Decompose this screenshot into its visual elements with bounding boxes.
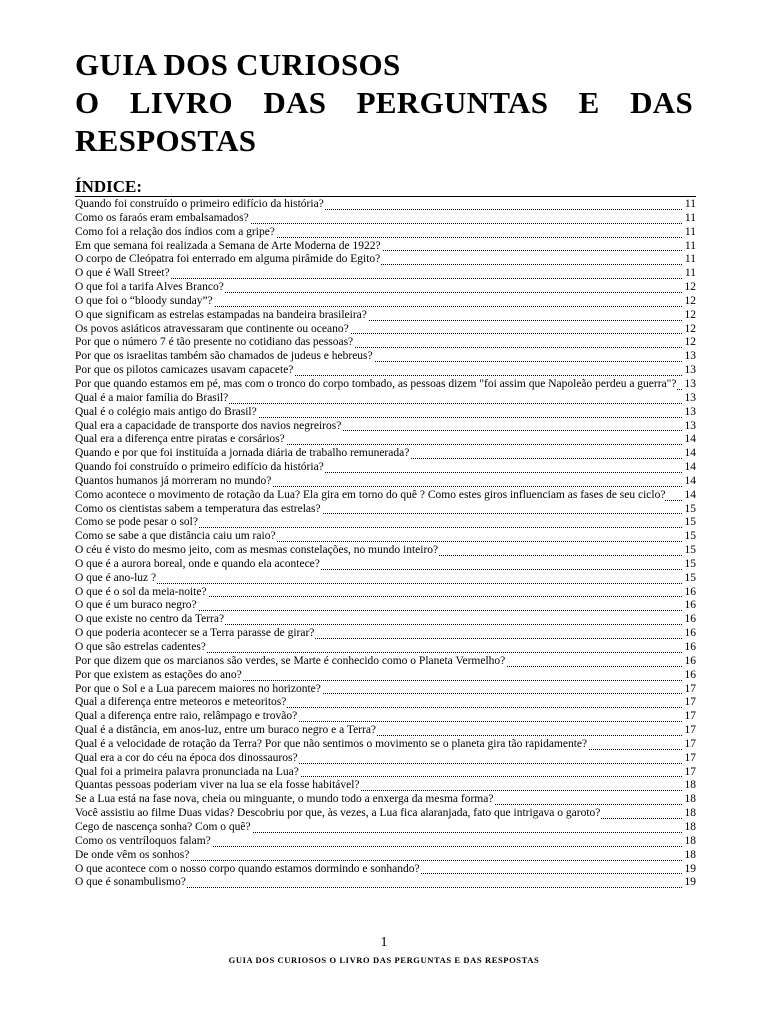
toc-entry-text: O que é sonambulismo? — [75, 876, 186, 889]
toc-entry-text: Qual a diferença entre meteoros e meteoritos? — [75, 696, 287, 709]
toc-entry-page: 13 — [684, 391, 696, 404]
toc-entry-page: 17 — [684, 737, 696, 750]
toc-entry[interactable] — [75, 253, 696, 267]
toc-entry[interactable] — [75, 475, 696, 489]
toc-entry-page: 11 — [684, 253, 696, 266]
toc-entry-text: Quando e por que foi instituída a jornada diária de trabalho remunerada? — [75, 447, 410, 460]
toc-entry-text: Por que quando estamos em pé, mas com o tronco do corpo tombado, as pessoas dizem "foi assim que Napoleão perdeu a guerra"? — [75, 377, 677, 390]
toc-entry[interactable] — [75, 544, 696, 558]
toc-entry-text: O que significam as estrelas estampadas na bandeira brasileira? — [75, 308, 367, 321]
toc-entry-page: 14 — [684, 474, 696, 487]
toc-entry[interactable] — [75, 267, 696, 281]
toc-entry-page: 13 — [684, 377, 696, 390]
toc-entry-page: 18 — [684, 779, 696, 792]
toc-entry[interactable] — [75, 683, 696, 697]
toc-entry-text: Por que dizem que os marcianos são verdes, se Marte é conhecido como o Planeta Vermelho? — [75, 654, 506, 667]
toc-entry[interactable] — [75, 558, 696, 572]
toc-entry-text: O que é o sol da meia-noite? — [75, 585, 207, 598]
toc-entry[interactable] — [75, 849, 696, 863]
toc-entry[interactable] — [75, 627, 696, 641]
toc-entry-page: 11 — [684, 267, 696, 280]
toc-entry-page: 17 — [684, 696, 696, 709]
toc-entry-text: O que acontece com o nosso corpo quando estamos dormindo e sonhando? — [75, 862, 420, 875]
toc-entry-text: Por que o número 7 é tão presente no cotidiano das pessoas? — [75, 336, 354, 349]
toc-entry[interactable] — [75, 530, 696, 544]
toc-entry-page: 19 — [684, 876, 696, 889]
toc-entry-text: Como os ventríloquos falam? — [75, 834, 211, 847]
toc-entry-text: O que são estrelas cadentes? — [75, 641, 206, 653]
toc-entry[interactable] — [75, 364, 696, 378]
running-footer: GUIA DOS CURIOSOS O LIVRO DAS PERGUNTAS E DAS RESPOSTAS — [228, 955, 540, 965]
toc-entry-text: Quantos humanos já morreram no mundo? — [75, 474, 272, 487]
toc-entry[interactable] — [75, 198, 696, 212]
toc-entry-text: Qual a diferença entre raio, relâmpago e trovão? — [75, 710, 298, 723]
page-number: 1 — [380, 935, 388, 950]
toc-entry-text: O que é a aurora boreal, onde e quando ela acontece? — [75, 557, 320, 570]
title-line-2: O LIVRO DAS PERGUNTAS E DAS — [75, 85, 693, 120]
toc-entry[interactable] — [75, 489, 696, 503]
toc-entry-page: 18 — [684, 793, 696, 806]
toc-entry[interactable] — [75, 240, 696, 254]
toc-entry[interactable] — [75, 655, 696, 669]
toc-entry[interactable] — [75, 766, 696, 780]
toc-entry-text: Como os faraós eram embalsamados? — [75, 211, 249, 224]
toc-entry-page: 14 — [684, 447, 696, 460]
toc-entry-page: 13 — [684, 364, 696, 377]
toc-entry-text: Qual é a distância, em anos-luz, entre um buraco negro e a Terra? — [75, 724, 377, 737]
toc-entry[interactable] — [75, 599, 696, 613]
toc-entry[interactable] — [75, 863, 696, 877]
toc-entry-text: Quando foi construído o primeiro edifício da história? — [75, 461, 324, 474]
toc-entry-text: Se a Lua está na fase nova, cheia ou minguante, o mundo todo a enxerga da mesma forma? — [75, 793, 494, 806]
toc-entry[interactable] — [75, 835, 696, 849]
dot-leader — [75, 583, 682, 584]
toc-entry-page: 17 — [684, 724, 696, 737]
toc-entry-page: 11 — [684, 198, 696, 210]
table-of-contents — [75, 198, 696, 890]
toc-entry-page: 12 — [684, 308, 696, 321]
toc-entry[interactable] — [75, 420, 696, 434]
toc-entry[interactable] — [75, 226, 696, 240]
toc-entry[interactable] — [75, 669, 696, 683]
toc-entry-text: Qual é o colégio mais antigo do Brasil? — [75, 405, 257, 418]
toc-entry[interactable] — [75, 821, 696, 835]
index-heading: ÍNDICE: — [75, 177, 143, 196]
toc-entry[interactable] — [75, 586, 696, 600]
toc-entry-page: 16 — [684, 599, 696, 612]
toc-entry-text: Como os cientistas sabem a temperatura das estrelas? — [75, 502, 321, 515]
toc-entry[interactable] — [75, 336, 696, 350]
toc-entry-page: 17 — [684, 682, 696, 695]
toc-entry-text: Como acontece o movimento de rotação da Lua? Ela gira em torno do quê ? Como estes giros influenciam as fases de seu ciclo? — [75, 488, 666, 501]
toc-entry[interactable] — [75, 212, 696, 226]
toc-entry-page: 12 — [684, 322, 696, 335]
toc-entry-text: Como se pode pesar o sol? — [75, 516, 198, 529]
toc-entry-text: Em que semana foi realizada a Semana de Arte Moderna de 1922? — [75, 239, 381, 252]
toc-entry[interactable] — [75, 461, 696, 475]
toc-entry[interactable] — [75, 503, 696, 517]
toc-entry-text: Por que os pilotos camicazes usavam capacete? — [75, 364, 294, 377]
toc-entry-page: 15 — [684, 557, 696, 570]
toc-entry-text: Qual foi a primeira palavra pronunciada na Lua? — [75, 765, 299, 778]
toc-entry-page: 17 — [684, 710, 696, 723]
toc-entry-text: Como foi a relação dos índios com a gripe? — [75, 225, 275, 238]
toc-entry[interactable] — [75, 738, 696, 752]
toc-entry-text: Por que os israelitas também são chamados de judeus e hebreus? — [75, 350, 373, 363]
toc-entry-page: 12 — [684, 336, 696, 349]
toc-entry-text: De onde vêm os sonhos? — [75, 848, 190, 861]
toc-entry[interactable] — [75, 572, 696, 586]
toc-entry[interactable] — [75, 752, 696, 766]
toc-entry-page: 16 — [684, 641, 696, 653]
toc-entry-text: O corpo de Cleópatra foi enterrado em alguma pirâmide do Egito? — [75, 253, 381, 266]
toc-entry-text: O que é Wall Street? — [75, 267, 170, 280]
title-line-3: RESPOSTAS — [75, 123, 257, 158]
toc-entry-text: Qual é a maior família do Brasil? — [75, 391, 229, 404]
toc-entry-page: 12 — [684, 294, 696, 307]
toc-entry-text: Por que o Sol e a Lua parecem maiores no horizonte? — [75, 682, 321, 695]
document-page — [75, 46, 696, 890]
toc-entry-text: Como se sabe a que distância caiu um raio? — [75, 530, 276, 543]
toc-entry-page: 13 — [684, 405, 696, 418]
toc-entry-page: 15 — [684, 502, 696, 515]
title-line-1: GUIA DOS CURIOSOS — [75, 47, 401, 82]
toc-entry[interactable] — [75, 392, 696, 406]
toc-entry-page: 16 — [684, 668, 696, 681]
toc-entry[interactable] — [75, 807, 696, 821]
toc-entry-text: O céu é visto do mesmo jeito, com as mesmas constelações, no mundo inteiro? — [75, 544, 439, 557]
toc-entry-page: 16 — [684, 654, 696, 667]
toc-entry-page: 11 — [684, 239, 696, 252]
toc-entry-text: O que é um buraco negro? — [75, 599, 197, 612]
toc-entry[interactable] — [75, 613, 696, 627]
toc-entry[interactable] — [75, 516, 696, 530]
index-divider — [75, 196, 696, 197]
toc-entry-page: 16 — [684, 585, 696, 598]
toc-entry-page: 18 — [684, 834, 696, 847]
toc-entry-text: Qual era a cor do céu na época dos dinossauros? — [75, 751, 298, 764]
toc-entry-text: O que é ano-luz ? — [75, 571, 157, 584]
toc-entry[interactable] — [75, 710, 696, 724]
toc-entry-text: O que foi o “bloody sunday”? — [75, 294, 213, 307]
toc-entry-page: 19 — [684, 862, 696, 875]
toc-entry-page: 14 — [684, 433, 696, 446]
toc-entry-page: 11 — [684, 211, 696, 224]
toc-entry[interactable] — [75, 779, 696, 793]
toc-entry-text: Qual é a velocidade de rotação da Terra? Por que não sentimos o movimento se o planeta gira tão rapidamente? — [75, 737, 588, 750]
toc-entry[interactable] — [75, 433, 696, 447]
toc-entry-page: 11 — [684, 225, 696, 238]
toc-entry[interactable] — [75, 447, 696, 461]
toc-entry-text: Qual era a capacidade de transporte dos navios negreiros? — [75, 419, 342, 432]
toc-entry-text: Os povos asiáticos atravessaram que continente ou oceano? — [75, 322, 349, 335]
toc-entry-text: Qual era a diferença entre piratas e corsários? — [75, 433, 285, 446]
toc-entry[interactable] — [75, 281, 696, 295]
toc-entry[interactable] — [75, 406, 696, 420]
toc-entry[interactable] — [75, 696, 696, 710]
toc-entry-page: 14 — [684, 488, 696, 501]
toc-entry-page: 15 — [684, 544, 696, 557]
toc-entry-page: 12 — [684, 281, 696, 294]
toc-entry-page: 15 — [684, 571, 696, 584]
toc-entry-page: 17 — [684, 751, 696, 764]
toc-entry-page: 13 — [684, 419, 696, 432]
toc-entry-text: Quando foi construído o primeiro edifício da história? — [75, 198, 324, 210]
toc-entry-page: 17 — [684, 765, 696, 778]
toc-entry-page: 18 — [684, 807, 696, 820]
toc-entry[interactable] — [75, 641, 696, 655]
toc-entry-page: 13 — [684, 350, 696, 363]
toc-entry[interactable] — [75, 724, 696, 738]
toc-entry[interactable] — [75, 378, 696, 392]
toc-entry[interactable] — [75, 350, 696, 364]
toc-entry-page: 16 — [684, 627, 696, 640]
toc-entry[interactable] — [75, 793, 696, 807]
toc-entry-page: 15 — [684, 530, 696, 543]
toc-entry[interactable] — [75, 309, 696, 323]
toc-entry-text: O que foi a tarifa Alves Branco? — [75, 281, 224, 294]
toc-entry-text: Quantas pessoas poderiam viver na lua se ela fosse habitável? — [75, 779, 360, 792]
toc-entry-text: Cego de nascença sonha? Com o quê? — [75, 820, 251, 833]
toc-entry-page: 14 — [684, 461, 696, 474]
toc-entry-page: 18 — [684, 848, 696, 861]
document-title — [75, 46, 696, 160]
toc-entry[interactable] — [75, 295, 696, 309]
toc-entry[interactable] — [75, 876, 696, 890]
toc-entry-text: O que poderia acontecer se a Terra parasse de girar? — [75, 627, 315, 640]
toc-entry-text: Por que existem as estações do ano? — [75, 668, 242, 681]
toc-entry-page: 18 — [684, 820, 696, 833]
toc-entry[interactable] — [75, 323, 696, 337]
toc-entry-text: Você assistiu ao filme Duas vidas? Descobriu por que, às vezes, a Lua fica alaranjada, fato que intrigava o garoto? — [75, 807, 601, 820]
toc-entry-text: O que existe no centro da Terra? — [75, 613, 225, 626]
toc-entry-page: 15 — [684, 516, 696, 529]
toc-entry-page: 16 — [684, 613, 696, 626]
